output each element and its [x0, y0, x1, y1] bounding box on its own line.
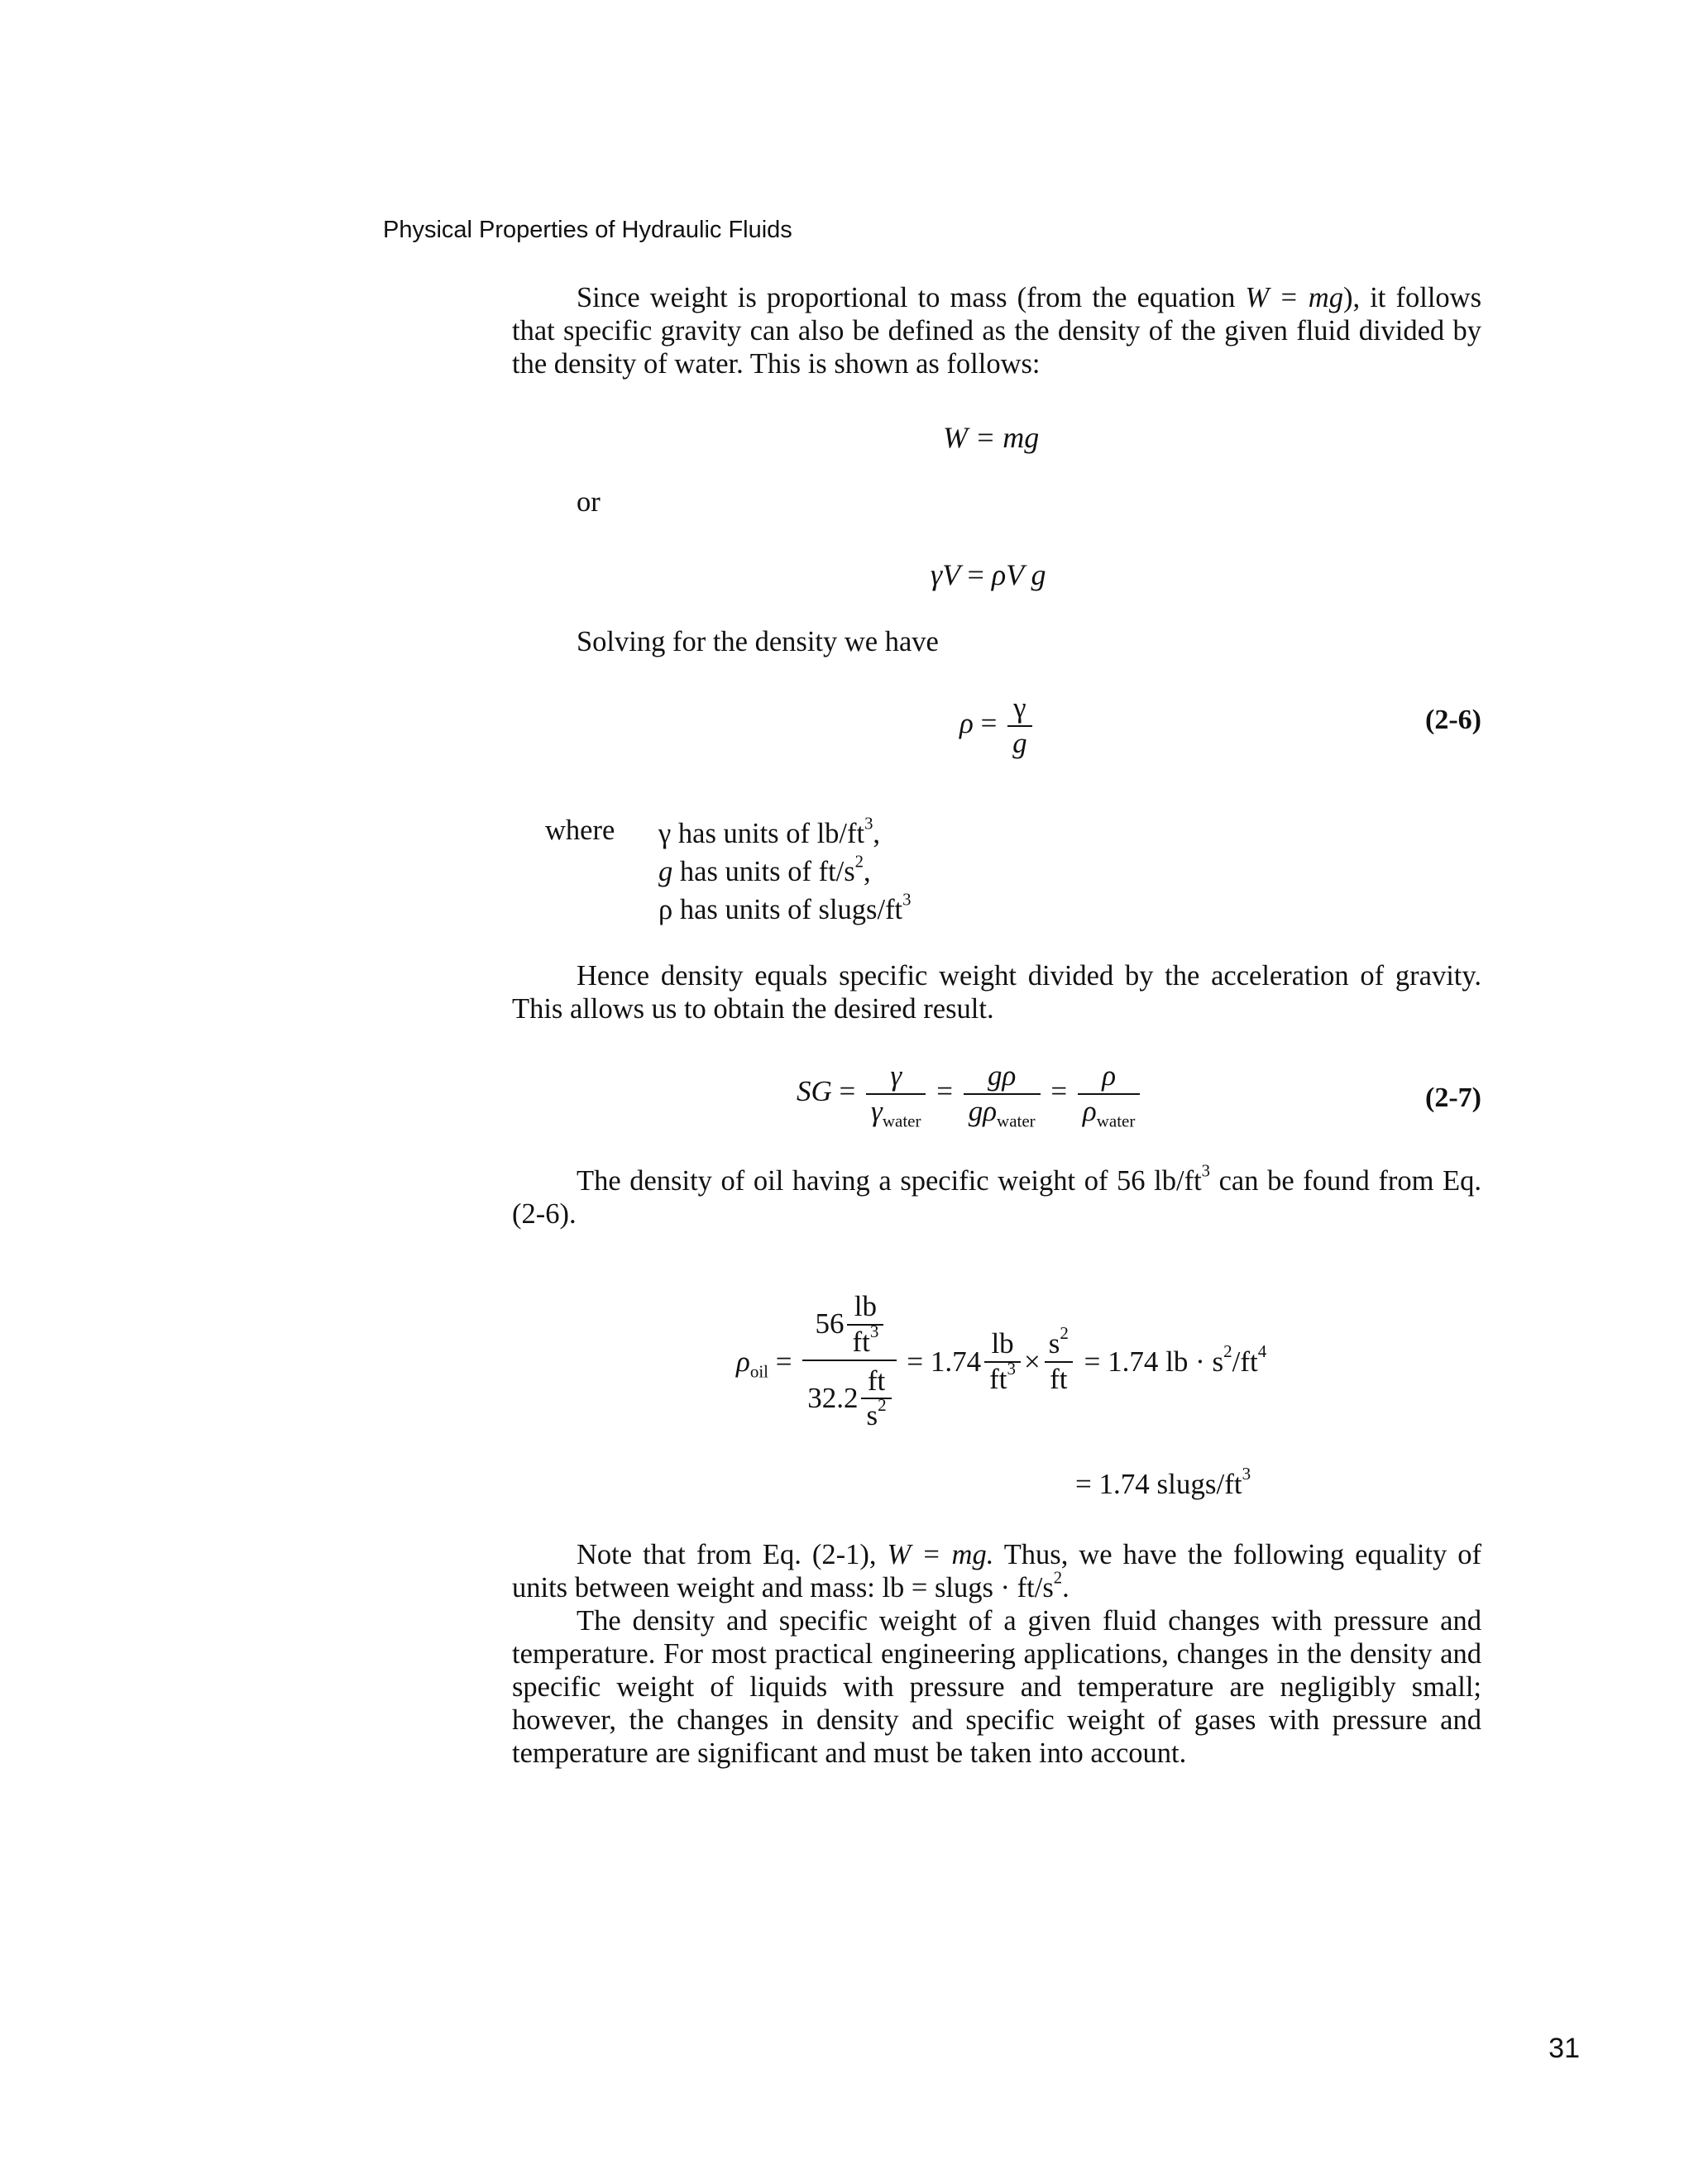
eq3-lhs: ρ	[959, 706, 974, 739]
eq2-right: ρV g	[991, 558, 1046, 591]
equation-number-2-6: (2-6)	[1425, 705, 1481, 735]
equation-2-7: SG = $\frac{\gamma}{\gamma_{water}}$ = $\frac{g\rho}{g\rho_{water}}$ = $\frac{\rho}{\rho_{water}}$	[797, 1061, 1143, 1127]
paragraph-oil-density: The density of oil having a specific weight of 56 $lb/ft^3$ can be found from Eq. (2-6).	[512, 1162, 1481, 1230]
paragraph-hence	[512, 959, 1481, 1025]
eq4-fraction-2: $\frac{g\rho}{g\rho_{water}}$	[964, 1061, 1041, 1127]
eq4-fraction-1: $\frac{\gamma}{\gamma_{water}}$	[866, 1061, 926, 1127]
intro-inline-equation: W = mg	[1245, 282, 1343, 313]
eq5-compound-fraction: 56 $\frac{lb}{ft^3}$ 32.2 $\frac{ft}{s^2}$	[802, 1292, 896, 1431]
equation-number-2-7: (2-7)	[1425, 1082, 1481, 1113]
where-item-gamma: γ has units of $lb/ft^3$,	[658, 815, 881, 849]
eq2-equals: =	[967, 558, 984, 591]
eq3-fraction	[1007, 693, 1032, 759]
eq3-denominator: g	[1007, 725, 1032, 759]
solving-text: Solving for the density we have	[577, 626, 939, 657]
equation-2-6: ρ = $\frac{\gamma}{g}$	[959, 693, 1036, 759]
running-header: Physical Properties of Hydraulic Fluids	[383, 217, 792, 243]
paragraph-hence-text: Hence density equals specific weight divided by the acceleration of gravity. This allows us to obtain the desired result.	[512, 960, 1481, 1025]
eq4-lhs: SG	[797, 1074, 832, 1107]
equation-weight-mass: W = mg	[943, 421, 1040, 454]
intro-text-b: ), it follows that specific gravity can also be defined as the density of the given fluid divided by the density of water. This is shown as follows:	[512, 282, 1481, 380]
where-list	[658, 815, 911, 929]
where-label: where	[545, 815, 615, 846]
paragraph-density-changes: The density and specific weight of a given fluid changes with pressure and temperature. For most practical engineering applications, changes in the density and specific weight of liquids with pressure and temperature are negligibly small; however, the changes in density and specific weight of gases with pressure and temperature are significant and must be taken into account.	[512, 1605, 1481, 1769]
intro-text-a: Since weight is proportional to mass (from the equation	[577, 282, 1236, 313]
equation-specific-weight	[931, 557, 1046, 592]
paragraph-intro	[512, 281, 1481, 380]
equation-oil-density-line2: = 1.74 slugs/$ft^3$	[1075, 1464, 1251, 1500]
page-number: 31	[1548, 2033, 1580, 2064]
where-item-rho: ρ has units of slugs/$ft^3$	[658, 891, 912, 925]
eq3-numerator: γ	[1013, 691, 1026, 724]
eq4-fraction-3: $\frac{\rho}{\rho_{water}}$	[1078, 1061, 1140, 1127]
where-item-g: g has units of $ft/s^2$,	[658, 853, 871, 887]
or-text: or	[577, 486, 601, 518]
eq2-left: γV	[931, 558, 960, 591]
paragraph-note: Note that from Eq. (2-1), W = mg. Thus, we have the following equality of units between weight and mass: lb = slugs · $ft/s^2$.	[512, 1539, 1481, 1603]
equation-oil-density: $\rho_{oil}$ = 56 $\frac{lb}{ft^3}$ 32.2 $\frac{ft}{s^2}$ = 1.74 $\frac{lb}{ft^3}$ × $\frac{s^2}{ft}$ = 1.74 lb · $s^2/ft^4$	[736, 1290, 1267, 1432]
